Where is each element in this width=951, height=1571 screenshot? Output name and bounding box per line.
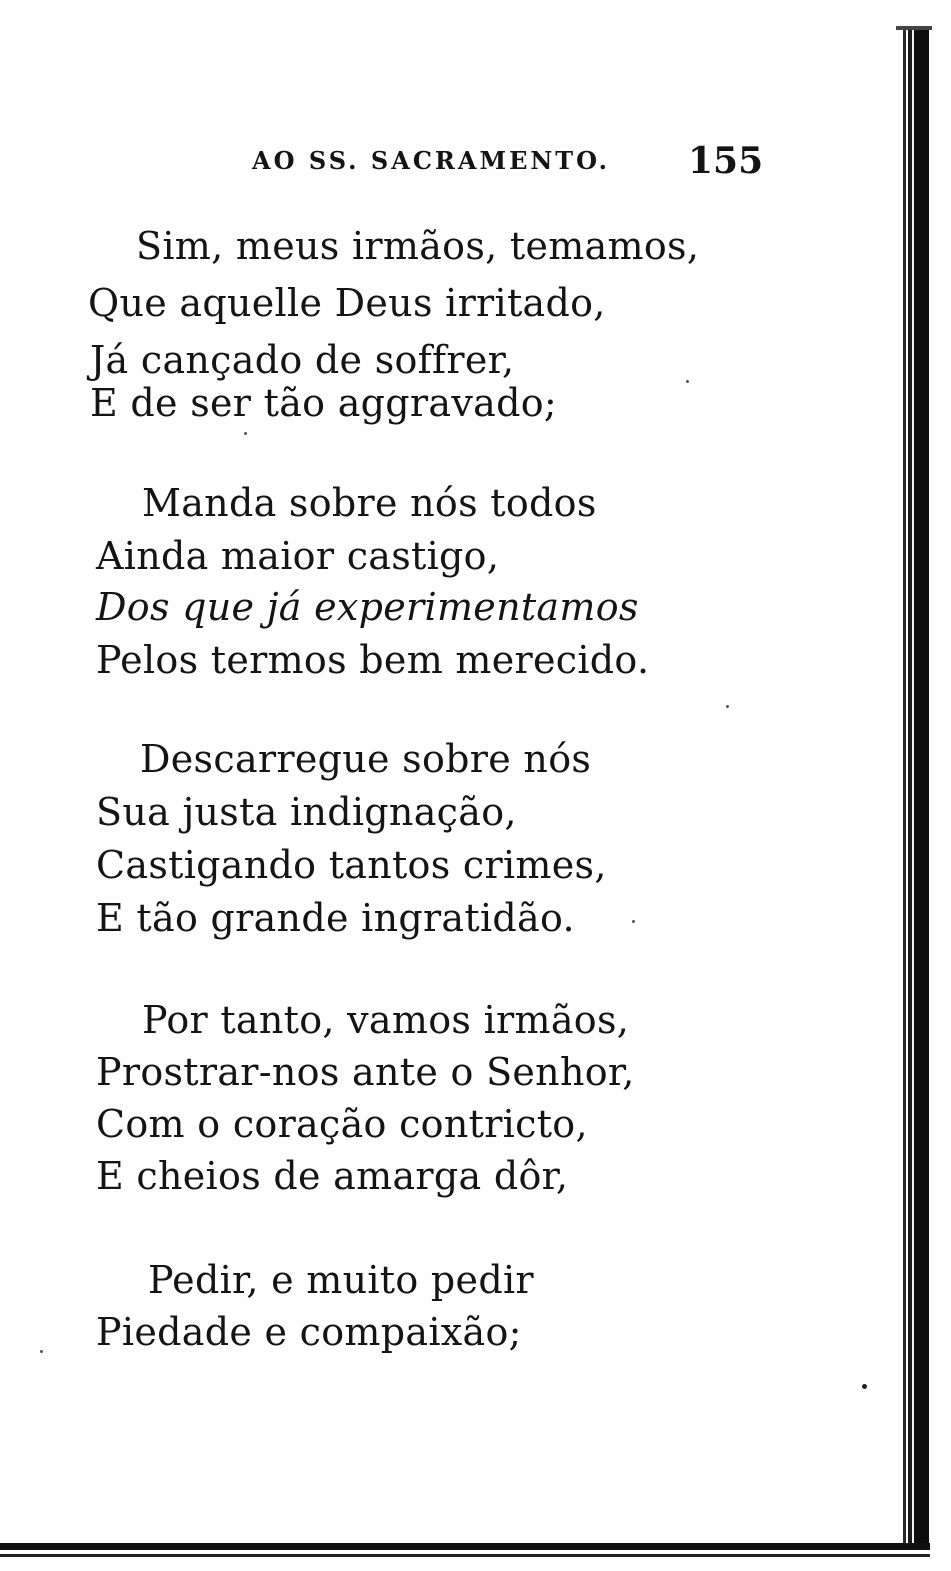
page-edge-top — [896, 26, 932, 30]
page-edge-bottom-line — [0, 1554, 930, 1557]
poem-line: Pedir, e muito pedir — [148, 1258, 534, 1302]
poem-line: E de ser tão aggravado; — [90, 381, 557, 425]
page-edge-right — [903, 28, 929, 1548]
scan-margin — [929, 28, 951, 1568]
poem-line: Com o coração contricto, — [96, 1102, 588, 1146]
poem-line: Castigando tantos crimes, — [96, 843, 607, 887]
scan-speck — [244, 432, 247, 435]
poem-line: Pelos termos bem merecido. — [96, 638, 650, 682]
poem-line: Ainda maior castigo, — [96, 534, 500, 578]
scan-speck — [686, 380, 689, 383]
poem-line: Por tanto, vamos irmãos, — [142, 998, 630, 1042]
running-title: AO SS. SACRAMENTO. — [252, 146, 611, 175]
scan-speck — [40, 1350, 43, 1353]
poem-line: Sua justa indignação, — [96, 790, 517, 834]
poem-line: Manda sobre nós todos — [142, 481, 597, 525]
scan-speck — [726, 705, 729, 708]
poem-line: Dos que já experimentamos — [96, 585, 639, 629]
page-number: 155 — [688, 140, 764, 182]
poem-line: Descarregue sobre nós — [140, 737, 592, 781]
scan-speck — [862, 1384, 867, 1389]
poem-line: Que aquelle Deus irritado, — [88, 281, 606, 325]
poem-line: Prostrar-nos ante o Senhor, — [96, 1050, 635, 1094]
page-edge-bottom — [0, 1543, 930, 1550]
poem-line: Já cançado de soffrer, — [90, 338, 515, 382]
poem-line: Piedade e compaixão; — [96, 1310, 522, 1354]
scan-speck — [632, 920, 635, 923]
poem-line: Sim, meus irmãos, temamos, — [136, 224, 700, 268]
poem-line: E tão grande ingratidão. — [96, 896, 575, 940]
poem-line: E cheios de amarga dôr, — [96, 1154, 569, 1198]
